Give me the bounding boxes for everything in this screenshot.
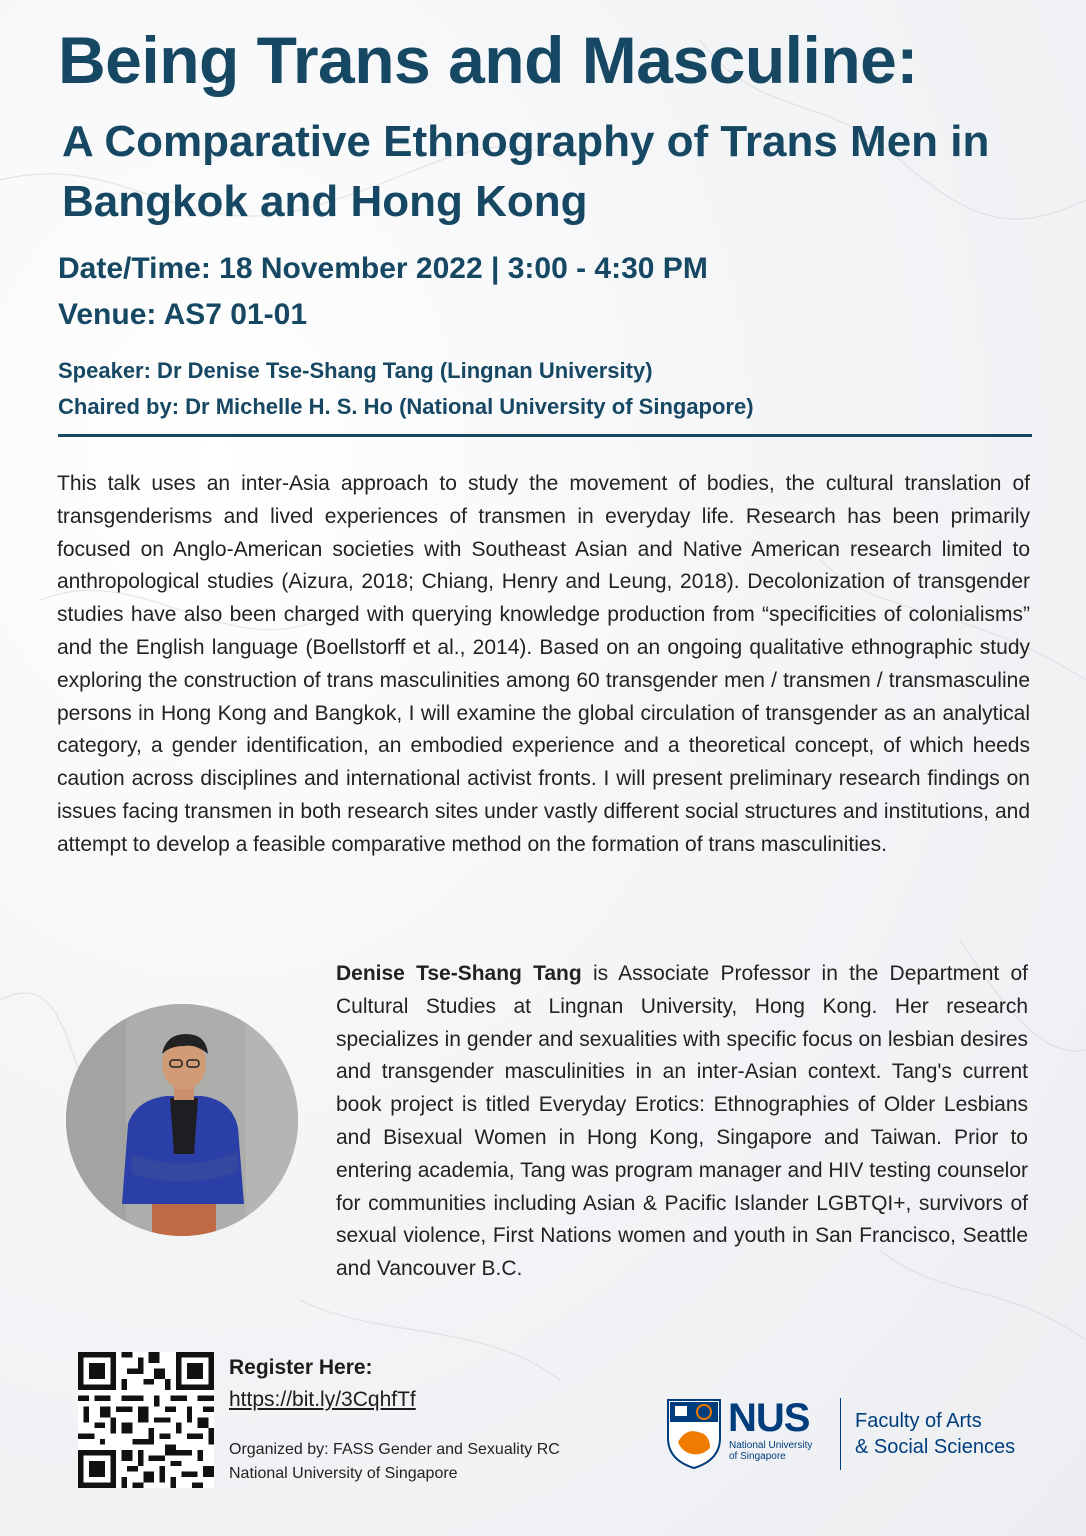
nus-wordmark: NUS bbox=[728, 1396, 810, 1440]
abstract-paragraph: This talk uses an inter-Asia approach to study the movement of bodies, the cultural translation of transgenderisms and lived experiences of transmen in everyday life. Research has been primarily focused on Anglo-American societies with Southeast Asian and Native American research limited to anthropological studies (Aizura, 2018; Chiang, Henry and Leung, 2018). Decolonization of transgender studies have also been charged with querying knowledge production from “specificities of colonialisms” and the English language (Boellstorff et al., 2014). Based on an ongoing qualitative ethnographic study exploring the construction of trans masculinities among 60 transgender men / transmen / transmasculine persons in Hong Kong and Bangkok, I will examine the global circulation of transgender as an analytical category, a gender identification, an embodied experience and a theoretical concept, of which heeds caution across disciplines and international activist fronts. I will present preliminary research findings on issues facing transmen in both research sites under vastly different social structures and institutions, and attempt to develop a feasible comparative method on the formation of trans masculinities. bbox=[57, 472, 1030, 856]
faculty-line-1: Faculty of Arts bbox=[855, 1410, 982, 1432]
organizer-info bbox=[229, 1438, 560, 1486]
event-speaker: Speaker: Dr Denise Tse-Shang Tang (Lingnan University) bbox=[58, 358, 653, 383]
nus-crest-icon bbox=[666, 1398, 722, 1470]
section-divider bbox=[58, 434, 1032, 437]
speaker-bio bbox=[336, 958, 1028, 1286]
speaker-photo bbox=[66, 1004, 298, 1236]
event-datetime: Date/Time: 18 November 2022 | 3:00 - 4:30 PM bbox=[58, 252, 708, 285]
nus-university-line-2: of Singapore bbox=[729, 1451, 786, 1462]
event-chair: Chaired by: Dr Michelle H. S. Ho (National University of Singapore) bbox=[58, 394, 754, 419]
nus-university-name bbox=[729, 1440, 812, 1462]
organizer-line-2: National University of Singapore bbox=[229, 1465, 458, 1482]
register-label: Register Here: bbox=[229, 1356, 373, 1379]
faculty-name bbox=[855, 1408, 1015, 1460]
speaker-bio-text: is Associate Professor in the Department of Cultural Studies at Lingnan University, Hong Kong. Her research specializes in gender and sexualities with specific focus on lesbian desires and transgender masculinities in an inter-Asian context. Tang's current book project is titled Everyday Erotics: Ethnographies of Older Lesbians and Bisexual Women in Hong Kong, Singapore and Taiwan. Prior to entering academia, Tang was program manager and HIV testing counselor for communities including Asian & Pacific Islander LGBTQI+, survivors of sexual violence, First Nations women and youth in San Francisco, Seattle and Vancouver B.C. bbox=[336, 962, 1028, 1281]
event-venue: Venue: AS7 01-01 bbox=[58, 298, 308, 331]
event-subtitle: A Comparative Ethnography of Trans Men in Bangkok and Hong Kong bbox=[62, 117, 990, 226]
event-title: Being Trans and Masculine: bbox=[58, 23, 918, 97]
organizer-line-1: Organized by: FASS Gender and Sexuality RC bbox=[229, 1441, 560, 1458]
register-link[interactable]: https://bit.ly/3CqhfTf bbox=[229, 1388, 416, 1411]
qr-code[interactable] bbox=[78, 1352, 214, 1488]
nus-university-line-1: National University bbox=[729, 1440, 813, 1451]
logo-divider bbox=[840, 1398, 841, 1470]
speaker-bio-name: Denise Tse-Shang Tang bbox=[336, 962, 582, 985]
faculty-line-2: & Social Sciences bbox=[855, 1436, 1016, 1458]
